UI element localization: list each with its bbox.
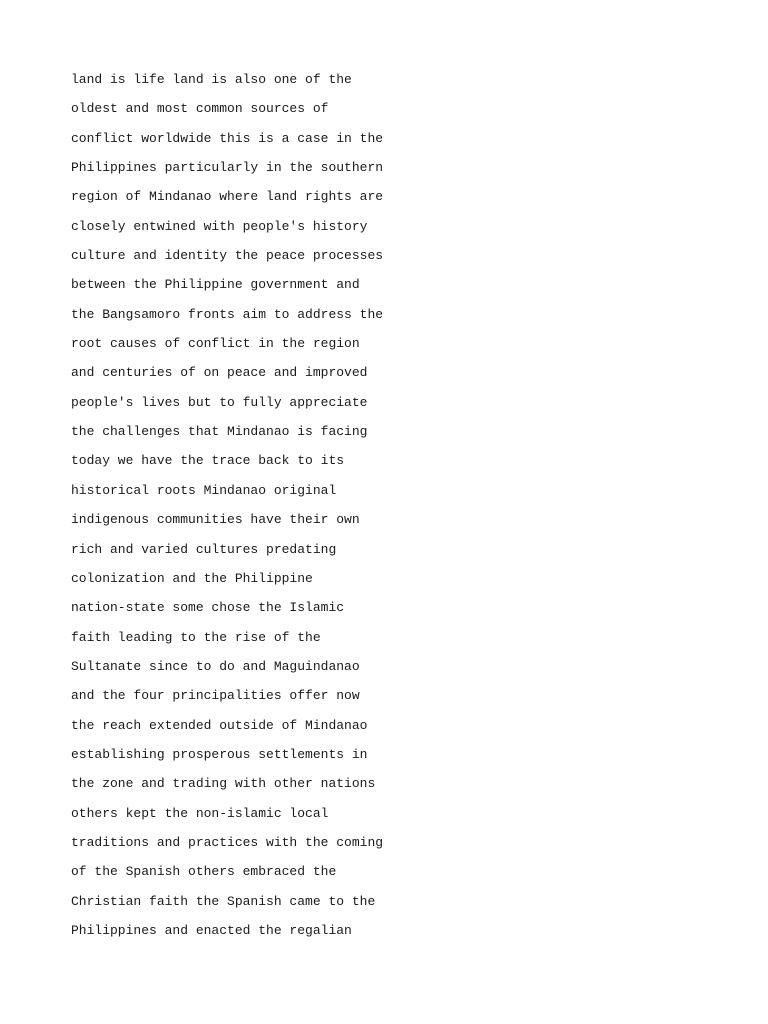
text-line: closely entwined with people's history [71,218,368,234]
text-line: and the four principalities offer now [71,688,360,704]
text-line: the reach extended outside of Mindanao [71,717,368,733]
text-line: Philippines and enacted the regalian [71,922,352,938]
text-line: Christian faith the Spanish came to the [71,893,376,909]
text-line: colonization and the Philippine [71,570,313,586]
text-line: traditions and practices with the coming [71,834,384,850]
text-line: establishing prosperous settlements in [71,746,368,762]
text-line: the zone and trading with other nations [71,776,376,792]
text-line: others kept the non-islamic local [71,805,329,821]
text-line: rich and varied cultures predating [71,541,337,557]
transcript-text-block [71,70,383,950]
text-line: land is life land is also one of the [71,72,352,87]
text-line: the challenges that Mindanao is facing [71,424,368,440]
text-line: and centuries of on peace and improved [71,365,368,381]
text-line: region of Mindanao where land rights are [71,189,384,205]
text-line: nation-state some chose the Islamic [71,600,345,616]
text-line: the Bangsamoro fronts aim to address the [71,306,384,322]
text-line: people's lives but to fully appreciate [71,394,368,410]
text-line: historical roots Mindanao original [71,482,337,498]
text-line: today we have the trace back to its [71,453,345,469]
text-line: Philippines particularly in the southern [71,160,384,176]
text-line: root causes of conflict in the region [71,336,360,352]
text-line: between the Philippine government and [71,277,360,293]
text-line: indigenous communities have their own [71,512,360,528]
text-line: conflict worldwide this is a case in the [71,130,384,146]
text-line: oldest and most common sources of [71,101,329,117]
text-line: culture and identity the peace processes [71,248,384,264]
text-line: Sultanate since to do and Maguindanao [71,658,360,674]
text-line: faith leading to the rise of the [71,629,321,645]
text-line: of the Spanish others embraced the [71,864,337,880]
